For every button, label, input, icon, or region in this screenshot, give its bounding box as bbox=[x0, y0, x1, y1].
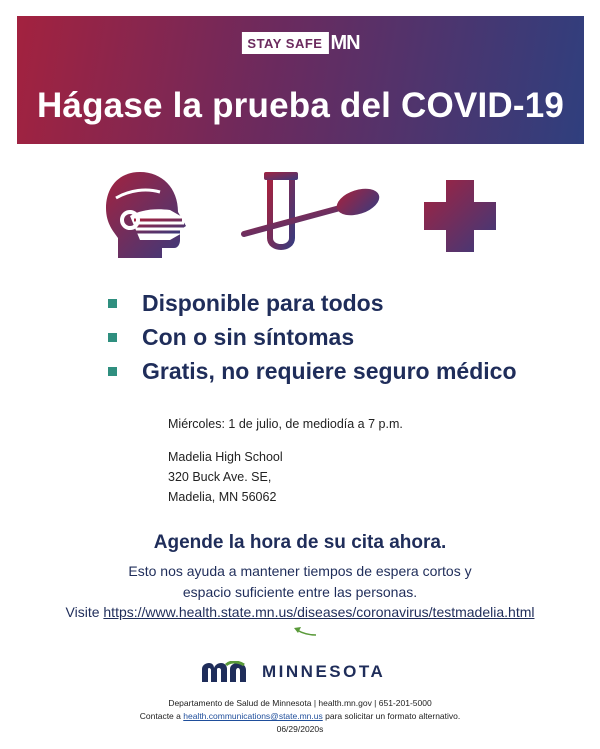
page-title: Hágase la prueba del COVID-19 bbox=[36, 86, 565, 125]
bullet-text: Disponible para todos bbox=[142, 289, 384, 316]
minnesota-wordmark: MINNESOTA bbox=[262, 662, 386, 681]
list-item bbox=[108, 286, 517, 320]
event-date: Miércoles: 1 de julio, de mediodía a 7 p.m. bbox=[168, 417, 403, 431]
arrow-left-icon bbox=[292, 625, 318, 639]
footer-date: 06/29/2020s bbox=[276, 724, 324, 734]
appointment-link[interactable]: https://www.health.state.mn.us/diseases/coronavirus/testmadelia.html bbox=[103, 604, 535, 620]
cta-text-line-1: Esto nos ayuda a mantener tiempos de espera cortos y bbox=[128, 563, 472, 579]
footer-contact: Departamento de Salud de Minnesota | health.mn.gov | 651-201-5000 bbox=[168, 698, 432, 708]
bullet-text: Gratis, no requiere seguro médico bbox=[142, 357, 517, 384]
list-item bbox=[108, 354, 517, 388]
stay-safe-mn-badge bbox=[241, 32, 359, 54]
stay-safe-label: STAY SAFE bbox=[241, 32, 328, 54]
masked-face-icon bbox=[100, 168, 190, 260]
minnesota-mn-logo-icon bbox=[200, 661, 252, 683]
list-item bbox=[108, 320, 517, 354]
benefits-list bbox=[108, 286, 517, 388]
cta-visit-line bbox=[0, 604, 600, 620]
square-bullet-icon bbox=[108, 299, 117, 308]
minnesota-logo bbox=[200, 658, 400, 686]
test-swab-icon bbox=[240, 168, 380, 260]
city-state-zip: Madelia, MN 56062 bbox=[168, 490, 277, 504]
event-address bbox=[168, 447, 283, 507]
medical-cross-icon bbox=[420, 168, 500, 260]
square-bullet-icon bbox=[108, 333, 117, 342]
location-name: Madelia High School bbox=[168, 450, 283, 464]
cta-text-line-2: espacio suficiente entre las personas. bbox=[182, 584, 418, 600]
contact-email-link[interactable]: health.communications@state.mn.us bbox=[183, 711, 323, 721]
footer-alternative-format bbox=[0, 710, 600, 723]
footer-contact-prefix: Contacte a bbox=[139, 711, 184, 721]
bullet-text: Con o sin síntomas bbox=[142, 323, 355, 350]
visit-prefix: Visite bbox=[65, 604, 104, 620]
cta-heading: Agende la hora de su cita ahora. bbox=[153, 532, 447, 553]
square-bullet-icon bbox=[108, 367, 117, 376]
footer-contact-suffix: para solicitar un formato alternativo. bbox=[322, 711, 461, 721]
street-address: 320 Buck Ave. SE, bbox=[168, 470, 272, 484]
stay-safe-mn-label: MN bbox=[330, 31, 360, 54]
header-banner bbox=[17, 16, 584, 144]
